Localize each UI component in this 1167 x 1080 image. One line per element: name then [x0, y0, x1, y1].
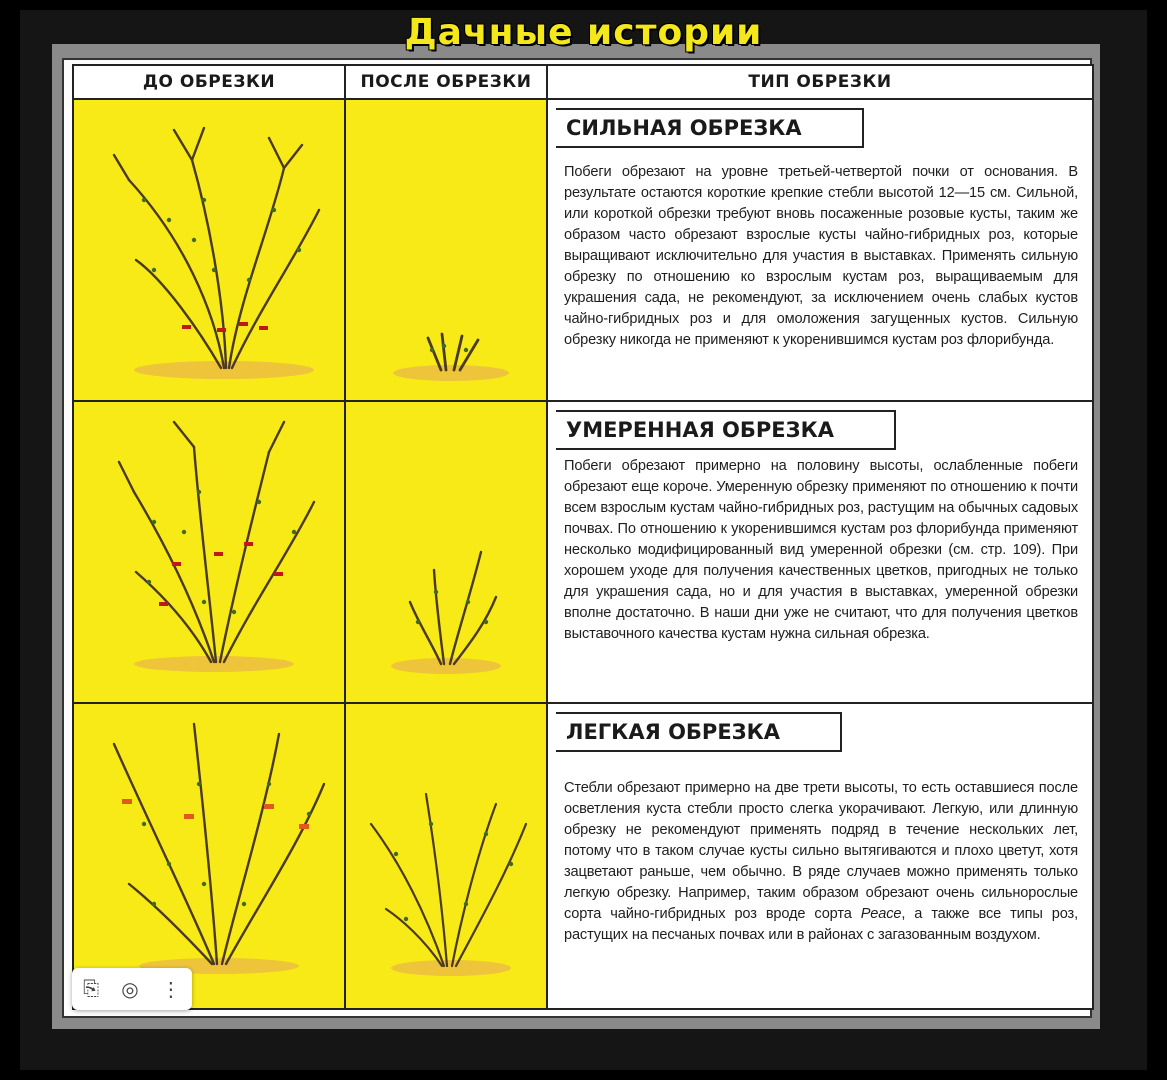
- bookmark-icon[interactable]: ⎘: [83, 977, 100, 1000]
- bush-before-moderate-drawing: [74, 402, 345, 703]
- bush-after-light-drawing: [346, 704, 547, 1009]
- light-pruning-text-main: Стебли обрезают примерно на две трети высоты, то есть оставшиеся после осветления куста стебли просто слегка укорачивают. Легкую, или длинную обрезку не рекомендуют применять подряд в течение нескольких лет, потому что в таком случае кусты сильно вытягиваются и плохо цветут, хотя зацветают раньше, чем обычно. В ряде случаев можно применять только легкую обрезку. Например, таким образом обрезают очень сильнорослые сорта чайно-гибридных роз вроде сорта: [564, 780, 1078, 922]
- before-illustration-light: [73, 703, 345, 1009]
- light-pruning-cell: [547, 703, 1093, 1009]
- before-illustration-moderate: [73, 401, 345, 703]
- pruning-table: [72, 64, 1094, 1010]
- moderate-pruning-title: УМЕРЕННАЯ ОБРЕЗКА: [556, 410, 896, 450]
- light-pruning-text: [564, 778, 1078, 946]
- light-pruning-variety: Peace: [860, 906, 902, 922]
- strong-pruning-title: СИЛЬНАЯ ОБРЕЗКА: [556, 108, 864, 148]
- after-illustration-light: [345, 703, 547, 1009]
- bush-after-strong-drawing: [346, 100, 547, 401]
- light-pruning-text-end: , а также все типы роз, растущих на песчаных почвах или в районах с загазованным воздухом.: [564, 906, 1078, 943]
- bush-after-moderate-drawing: [346, 402, 547, 703]
- camera-lens-icon[interactable]: ◎: [121, 978, 139, 1001]
- image-toolbar: [72, 968, 192, 1010]
- bush-before-light-drawing: [74, 704, 345, 1009]
- moderate-pruning-cell: [547, 401, 1093, 703]
- more-vert-icon[interactable]: ⋮: [160, 978, 181, 1001]
- strong-pruning-cell: [547, 99, 1093, 401]
- light-pruning-title: ЛЕГКАЯ ОБРЕЗКА: [556, 712, 842, 752]
- bush-before-strong-drawing: [74, 100, 345, 401]
- strong-pruning-text: Побеги обрезают на уровне третьей-четвертой почки от основания. В результате остаются короткие крепкие стебли высотой 12—15 см. Сильной, или короткой обрезки требуют вновь посаженные розовые кусты, таким же образом часто обрезают взрослые кусты чайно-гибридных роз, которые выращивают исключительно для участия в выставках. Применять сильную обрезку по отношению ко взрослым кустам роз, выращиваемым для украшения сада, не рекомендуют, за исключением очень слабых кустов чайно-гибридных роз и для омоложения загущенных кустов. Сильную обрезку никогда не применяют к укоренившимся кустам роз флорибунда.: [564, 164, 1078, 348]
- moderate-pruning-text: Побеги обрезают примерно на половину высоты, ослабленные побеги обрезают еще короче. Умеренную обрезку применяют по отношению к почти всем взрослым кустам чайно-гибридных роз, растущим на обычных садовых почвах. По отношению к укоренившимся кустам роз флорибунда применяют несколько модифицированный вид умеренной обрезки (см. стр. 109). При хорошем уходе для получения качественных цветков, пригодных не только для украшения сада, но и для участия в выставках, умеренной обрезки вполне достаточно. В наши дни уже не считают, что для получения цветков выставочного качества кустам нужна сильная обрезка.: [564, 458, 1078, 642]
- before-illustration-strong: [73, 99, 345, 401]
- column-header-type: ТИП ОБРЕЗКИ: [547, 65, 1093, 99]
- site-title: Дачные истории: [404, 12, 763, 53]
- after-illustration-strong: [345, 99, 547, 401]
- column-header-before: ДО ОБРЕЗКИ: [73, 65, 345, 99]
- document-page: [62, 58, 1092, 1018]
- after-illustration-moderate: [345, 401, 547, 703]
- column-header-after: ПОСЛЕ ОБРЕЗКИ: [345, 65, 547, 99]
